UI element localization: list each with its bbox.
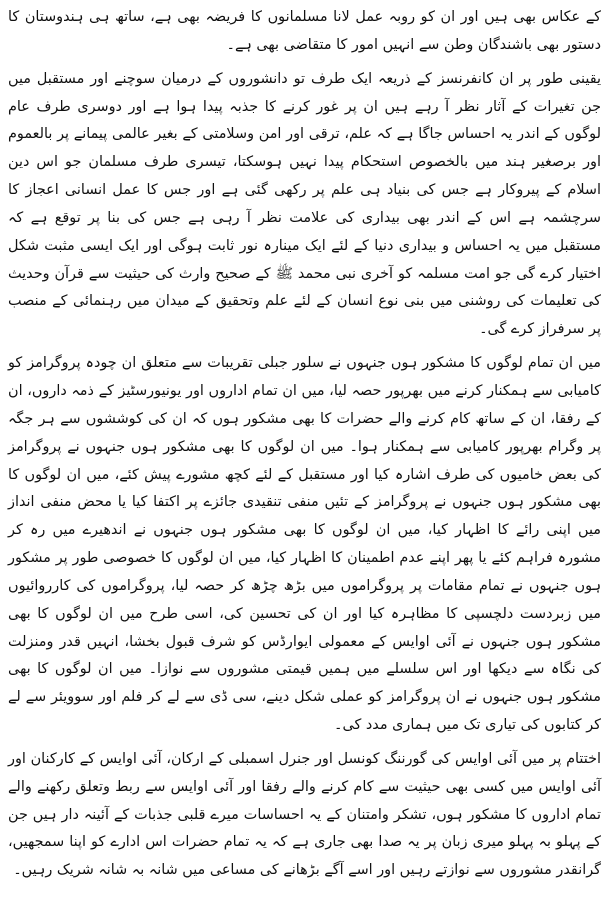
paragraph-acknowledgements: میں ان تمام لوگوں کا مشکور ہوں جنہوں نے سلور جبلی تقریبات سے متعلق ان چودہ پروگرامز کو کامیابی سے ہمکنار کرنے میں بھرپور حصہ لیا، میں ان تمام اداروں اور یونیورسٹیز کے ذمہ داروں، ان کے رفقا، ان کے ساتھ کام کرنے والے حضرات کا بھی مشکور ہوں کہ ان کی کوششوں سے ہر جگہ پر وگرام بھرپور کامیابی سے ہمکنار ہوا۔ میں ان لوگوں کا بھی مشکور ہوں جنہوں نے پروگرامز کی بعض خامیوں کی طرف اشارہ کیا اور مستقبل کے لئے کچھ مشورے پیش کئے، میں ان لوگوں کا بھی مشکور ہوں جنہوں نے پروگرامز کے تئیں منفی تنقیدی جائزے پر اکتفا کیا یا محض منفی انداز میں اپنی رائے کا اظہار کیا، میں ان لوگوں کا بھی مشکور ہوں جنہوں نے اندھیرے میں رہ کر مشورہ فراہم کئے یا پھر اپنے عدم اطمینان کا اظہار کیا، میں ان لوگوں کا خصوصی طور پر مشکور ہوں جنہوں نے تمام مقامات پر پروگراموں میں بڑھ چڑھ کر حصہ لیا، پروگراموں کی کارروائیوں میں زبردست دلچسپی کا مظاہرہ کیا اور ان کی تحسین کی، اسی طرح میں ان لوگوں کا بھی مشکور ہوں جنہوں نے آئی اوایس کے معمولی ایوارڈس کو شرف قبول بخشا، انہیں قدر ومنزلت کی نگاہ سے دیکھا اور اس سلسلے میں ہمیں قیمتی مشوروں سے نوازا۔ میں ان لوگوں کا بھی مشکور ہوں جنہوں نے ان پروگرامز کو عملی شکل دینے، سی ڈی سے لے کر فلم اور سوویئر سے لے کر کتابوں کی تیاری تک میں ہماری مدد کی۔ bbox=[8, 355, 601, 734]
document-page bbox=[8, 4, 601, 900]
paragraph-conferences-impact: یقینی طور پر ان کانفرنسز کے ذریعہ ایک طرف تو دانشوروں کے درمیان سوچنے اور مستقبل میں جن تغیرات کے آثار نظر آ رہے ہیں ان پر غور کرنے کا جذبہ پیدا ہوا ہے اور دوسری طرف عام لوگوں کے اندر یہ احساس جاگا ہے کہ علم، ترقی اور امن وسلامتی کے بغیر عالمی پیمانے پر بالعموم اور برصغیر ہند میں بالخصوص استحکام پیدا نہیں ہوسکتا، تیسری طرف مسلمان جو اس دین اسلام کے پیروکار ہے جس کی بنیاد ہی علم پر رکھی گئی ہے اور جس کا عمل انسانی اعجاز کا سرچشمہ ہے اس کے اندر بھی بیداری کی علامت نظر آ رہی ہے جس کی بنا پر توقع ہے کہ مستقبل میں یہ احساس و بیداری دنیا کے لئے ایک مینارہ نور ثابت ہوگی اور ایک ایسی مثبت شکل اختیار کرے گی جو امت مسلمہ کو آخری نبی محمد ﷺ کے صحیح وارث کی حیثیت سے قرآن وحدیث کی تعلیمات کی روشنی میں بنی نوع انسان کے لئے علم وتحقیق کے میدان میں رہنمائی کے منصب پر سرفراز کرے گی۔ bbox=[8, 70, 601, 338]
paragraph-continuation: کے عکاس بھی ہیں اور ان کو روبہ عمل لانا مسلمانوں کا فریضہ بھی ہے، ساتھ ہی ہندوستان کا دستور بھی باشندگان وطن سے انہیں امور کا متقاضی بھی ہے۔ bbox=[8, 9, 601, 53]
paragraph-conclusion: اختتام پر میں آئی اوایس کی گورننگ کونسل اور جنرل اسمبلی کے ارکان، آئی اوایس کے کارکنان اور آئی اوایس میں کسی بھی حیثیت سے کام کرنے والے رفقا اور آئی اوایس سے ربط وتعلق رکھنے والے تمام اداروں کا مشکور ہوں، تشکر وامتنان کے یہ احساسات میرے قلبی جذبات کے آئینہ دار ہیں جن کے پہلو بہ پہلو میری زبان پر یہ صدا بھی جاری ہے کہ یہ تمام حضرات اس ادارے کو اپنا سمجھیں، گرانقدر مشوروں سے نوازتے رہیں اور اسے آگے بڑھانے کی مساعی میں شانہ بہ شانہ شریک رہیں۔ bbox=[8, 750, 601, 879]
